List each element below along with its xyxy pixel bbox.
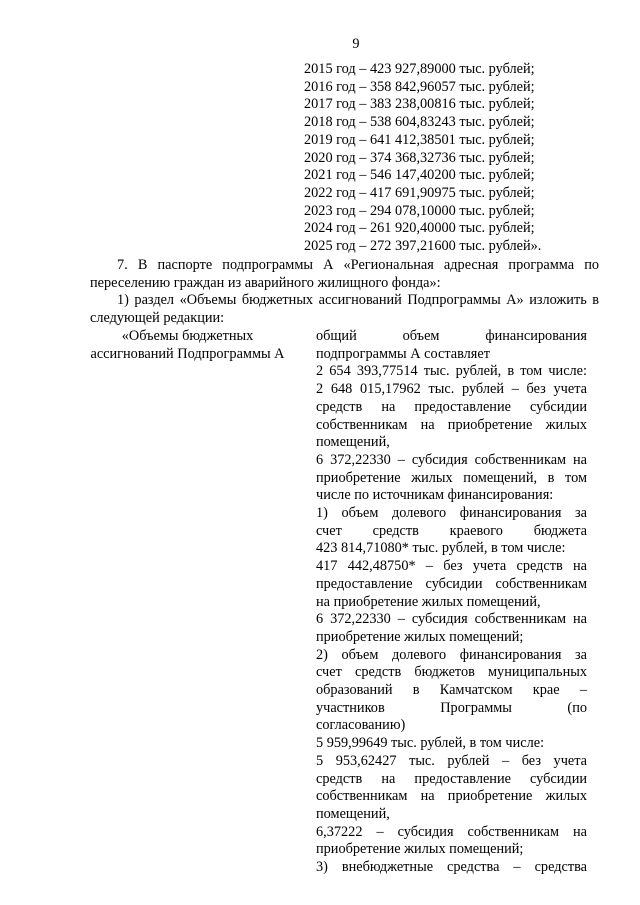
year-funding-line: 2022 год – 417 691,90975 тыс. рублей; bbox=[304, 184, 535, 201]
table-text-line: 2 654 393,77514 тыс. рублей, в том числе: bbox=[316, 363, 587, 380]
table-text-line: на приобретение жилых помещений, bbox=[316, 593, 541, 610]
table-text-line: 6 372,22330 – субсидия собственникам на bbox=[316, 451, 587, 468]
table-text-line: согласованию) bbox=[316, 717, 406, 734]
table-text-line: приобретение жилых помещений, в том bbox=[316, 469, 587, 486]
table-text-line: приобретение жилых помещений; bbox=[316, 841, 524, 858]
table-text-line: помещений, bbox=[316, 434, 390, 451]
table-text-line: собственникам на приобретение жилых bbox=[316, 416, 587, 433]
table-text-line: 423 814,71080* тыс. рублей, в том числе: bbox=[316, 540, 566, 557]
table-text-line: подпрограммы А составляет bbox=[316, 345, 490, 362]
year-funding-line: 2020 год – 374 368,32736 тыс. рублей; bbox=[304, 149, 535, 166]
table-text-line: числе по источникам финансирования: bbox=[316, 487, 554, 504]
table-text-line: общий объем финансирования bbox=[316, 328, 587, 344]
year-funding-line: 2017 год – 383 238,00816 тыс. рублей; bbox=[304, 96, 535, 113]
table-text-line: 417 442,48750* – без учета средств на bbox=[316, 558, 587, 575]
table-text-line: 5 953,62427 тыс. рублей – без учета bbox=[316, 752, 587, 769]
table-text-line: участников Программы (по bbox=[316, 699, 587, 716]
year-funding-line: 2025 год – 272 397,21600 тыс. рублей». bbox=[304, 238, 542, 255]
table-text-line: средств на предоставление субсидии bbox=[316, 770, 587, 787]
table-text-line: предоставление субсидии собственникам bbox=[316, 575, 587, 592]
year-funding-line: 2016 год – 358 842,96057 тыс. рублей; bbox=[304, 78, 535, 95]
paragraph-7: 7. В паспорте подпрограммы А «Региональная адресная программа по переселению граждан из аварийного жилищного фонда»: bbox=[90, 257, 599, 291]
year-funding-line: 2021 год – 546 147,40200 тыс. рублей; bbox=[304, 167, 535, 184]
year-funding-line: 2024 год – 261 920,40000 тыс. рублей; bbox=[304, 220, 535, 237]
year-funding-line: 2019 год – 641 412,38501 тыс. рублей; bbox=[304, 131, 535, 148]
table-text-line: счет средств краевого бюджета bbox=[316, 522, 587, 539]
table-text-line: 3) внебюджетные средства – средства bbox=[316, 859, 587, 876]
paragraph-1: 1) раздел «Объемы бюджетных ассигнований Подпрограммы А» изложить в следующей редакции: bbox=[90, 292, 599, 326]
table-text-line: приобретение жилых помещений; bbox=[316, 628, 524, 645]
year-funding-line: 2018 год – 538 604,83243 тыс. рублей; bbox=[304, 114, 535, 131]
table-text-line: 6,37222 – субсидия собственникам на bbox=[316, 823, 587, 840]
table-text-line: счет средств бюджетов муниципальных bbox=[316, 664, 587, 681]
table-text-line: 5 959,99649 тыс. рублей, в том числе: bbox=[316, 735, 545, 752]
page-number: 9 bbox=[352, 36, 360, 52]
table-right-cell bbox=[316, 328, 587, 877]
table-text-line: 1) объем долевого финансирования за bbox=[316, 505, 587, 522]
table-text-line: 2 648 015,17962 тыс. рублей – без учета bbox=[316, 381, 587, 398]
year-funding-line: 2023 год – 294 078,10000 тыс. рублей; bbox=[304, 202, 535, 219]
table-left-cell: «Объемы бюджетных ассигнований Подпрограммы А bbox=[90, 328, 285, 362]
table-text-line: собственникам на приобретение жилых bbox=[316, 788, 587, 805]
table-text-line: средств на предоставление субсидии bbox=[316, 398, 587, 415]
year-funding-list bbox=[304, 61, 604, 256]
year-funding-line: 2015 год – 423 927,89000 тыс. рублей; bbox=[304, 61, 535, 77]
table-text-line: 6 372,22330 – субсидия собственникам на bbox=[316, 611, 587, 628]
table-text-line: образований в Камчатском крае – bbox=[316, 682, 587, 699]
table-text-line: помещений, bbox=[316, 805, 390, 822]
table-text-line: 2) объем долевого финансирования за bbox=[316, 646, 587, 663]
